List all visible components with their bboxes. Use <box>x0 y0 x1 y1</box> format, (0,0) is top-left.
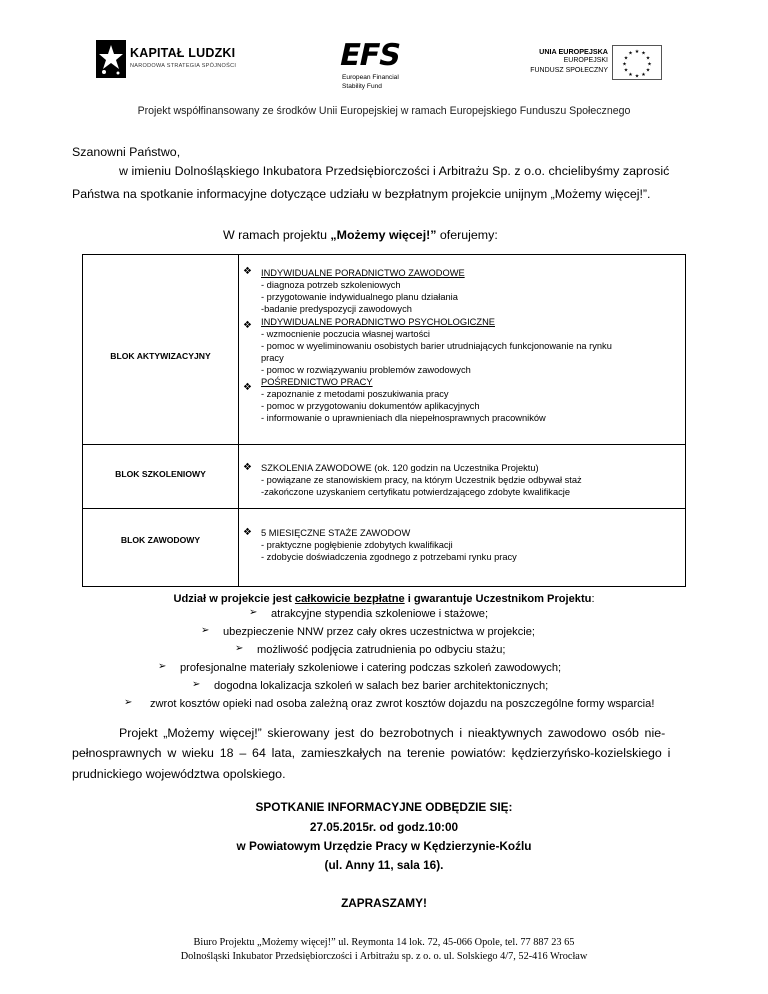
group-line: - wzmocnienie poczucia własnej wartości <box>261 329 430 339</box>
group-line: - pomoc w rozwiązywaniu problemów zawodowych <box>261 365 471 375</box>
arrow-bullet-icon: ➢ <box>235 643 244 654</box>
group-line: -badanie predyspozycji zawodowych <box>261 304 412 314</box>
svg-text:★: ★ <box>628 72 633 78</box>
kapital-ludzki-logo <box>96 40 256 80</box>
intro-line-2: Państwa na spotkanie informacyjne dotyczące udziału w bezpłatnym projekcie unijnym „Możemy więcej!”. <box>72 187 651 201</box>
svg-text:★: ★ <box>645 67 651 74</box>
target-line-1: Projekt „Możemy więcej!” skierowany jest do bezrobotnych i nieaktywnych zawodowo osób nie- <box>119 726 666 740</box>
kapital-ludzki-title: KAPITAŁ LUDZKI <box>130 46 236 60</box>
group-line: - przygotowanie indywidualnego planu działania <box>261 292 458 302</box>
group-line: -zakończone uzyskaniem certyfikatu potwierdzającego zdobyte kwalifikacje <box>261 487 571 497</box>
svg-text:★: ★ <box>628 50 633 57</box>
block-name-activation: BLOK AKTYWIZACYJNY <box>110 351 211 361</box>
footer-line-1: Biuro Projektu „Możemy więcej!” ul. Reymonta 14 lok. 72, 45-066 Opole, tel. 77 887 23 65 <box>193 937 575 948</box>
svg-text:★: ★ <box>622 61 627 68</box>
benefit-item: możliwość podjęcia zatrudnienia po odbyciu stażu; <box>257 644 506 656</box>
free-highlight: całkowicie bezpłatne <box>294 593 405 605</box>
group-line: - zapoznanie z metodami poszukiwania pracy <box>261 389 449 399</box>
benefit-item: ubezpieczenie NNW przez cały okres uczestnictwa w projekcie; <box>223 626 535 638</box>
offer-table <box>82 254 686 587</box>
diamond-bullet-icon: ❖ <box>243 462 252 473</box>
eu-line2: EUROPEJSKI <box>563 57 608 64</box>
cofinancing-note: Projekt współfinansowany ze środków Unii Europejskiej w ramach Europejskiego Funduszu Społecznego <box>137 105 631 117</box>
intro-line-1: w imieniu Dolnośląskiego Inkubatora Przedsiębiorczości i Arbitrażu Sp. z o.o. chcielibyśmy zaprosić <box>119 164 670 178</box>
group-title: SZKOLENIA ZAWODOWE (ok. 120 godzin na Uczestnika Projektu) <box>261 463 539 473</box>
benefit-item: zwrot kosztów opieki nad osoba zależną oraz zwrot kosztów dojazdu na poszczególne formy wsparcia! <box>150 698 655 710</box>
svg-text:★: ★ <box>623 55 629 62</box>
diamond-bullet-icon: ❖ <box>243 266 252 277</box>
eu-flag-icon <box>612 45 662 80</box>
invite: ZAPRASZAMY! <box>341 896 427 910</box>
group-line: - informowanie o uprawnieniach dla niepełnosprawnych pracowników <box>261 413 546 423</box>
arrow-bullet-icon: ➢ <box>201 625 210 636</box>
svg-text:★: ★ <box>645 55 651 62</box>
benefit-item: dogodna lokalizacja szkoleń w salach bez barier architektonicznych; <box>214 680 549 692</box>
efs-line2: Stability Fund <box>342 83 382 90</box>
benefit-item: profesjonalne materiały szkoleniowe i catering podczas szkoleń zawodowych; <box>180 662 562 674</box>
target-line-3: prudnickiego województwa opolskiego. <box>72 767 286 781</box>
diamond-bullet-icon: ❖ <box>243 527 252 538</box>
diamond-bullet-icon: ❖ <box>243 382 252 393</box>
svg-text:★: ★ <box>634 49 640 55</box>
group-line: - diagnoza potrzeb szkoleniowych <box>261 280 401 290</box>
group-line: - powiązane ze stanowiskiem pracy, na którym Uczestnik będzie odbywał staż <box>261 475 582 485</box>
block-name-vocational: BLOK ZAWODOWY <box>120 535 201 545</box>
eu-logo <box>512 45 662 85</box>
meeting-address: (ul. Anny 11, sala 16). <box>324 858 444 872</box>
group-title: INDYWIDUALNE PORADNICTWO PSYCHOLOGICZNE <box>261 317 495 327</box>
block-name-training: BLOK SZKOLENIOWY <box>115 469 206 479</box>
meeting-place: w Powiatowym Urzędzie Pracy w Kędzierzynie-Koźlu <box>236 839 532 853</box>
svg-text:★: ★ <box>647 61 652 68</box>
target-line-2: pełnosprawnych w wieku 18 – 64 lata, zamieszkałych na terenie powiatów: kędzierzyńsko-kozielskiego i <box>72 746 671 760</box>
greeting: Szanowni Państwo, <box>72 145 181 159</box>
kapital-ludzki-star-icon <box>96 40 126 78</box>
svg-text:★: ★ <box>634 73 640 80</box>
benefits-intro: Udział w projekcie jest całkowicie bezpłatne i gwarantuje Uczestnikom Projektu: <box>173 593 595 605</box>
arrow-bullet-icon: ➢ <box>192 679 201 690</box>
group-line: pracy <box>261 353 284 363</box>
eu-line3: FUNDUSZ SPOŁECZNY <box>530 67 608 74</box>
arrow-bullet-icon: ➢ <box>249 607 258 618</box>
svg-text:★: ★ <box>623 67 629 74</box>
group-title: INDYWIDUALNE PORADNICTWO ZAWODOWE <box>261 268 465 278</box>
meeting-date: 27.05.2015r. od godz.10:00 <box>309 820 459 834</box>
efs-logo <box>336 38 436 96</box>
diamond-bullet-icon: ❖ <box>243 320 252 331</box>
eu-line1: UNIA EUROPEJSKA <box>539 47 608 56</box>
group-line: - pomoc w przygotowaniu dokumentów aplikacyjnych <box>261 401 480 411</box>
svg-text:★: ★ <box>641 72 646 78</box>
meeting-title: SPOTKANIE INFORMACYJNE ODBĘDZIE SIĘ: <box>255 800 513 814</box>
efs-line1: European Financial <box>342 74 399 81</box>
group-title: 5 MIESIĘCZNE STAŻE ZAWODOW <box>261 528 411 538</box>
arrow-bullet-icon: ➢ <box>158 661 167 672</box>
group-line: - zdobycie doświadczenia zgodnego z potrzebami rynku pracy <box>261 552 517 562</box>
offer-project-name: „Możemy więcej!” <box>330 228 437 242</box>
benefit-item: atrakcyjne stypendia szkoleniowe i stażowe; <box>271 608 489 620</box>
group-line: - pomoc w wyeliminowaniu osobistych barier utrudniających funkcjonowanie na rynku <box>261 341 612 351</box>
arrow-bullet-icon: ➢ <box>124 697 133 708</box>
svg-text:★: ★ <box>641 50 646 57</box>
efs-mark: EFS <box>336 38 404 73</box>
kapital-ludzki-subtitle: NARODOWA STRATEGIA SPÓJNOŚCI <box>130 63 237 69</box>
group-title: POŚREDNICTWO PRACY <box>261 377 373 387</box>
footer-line-2: Dolnośląski Inkubator Przedsiębiorczości i Arbitrażu sp. z o. o. ul. Solskiego 4/7, 52-416 Wrocław <box>180 951 588 962</box>
offer-heading: W ramach projektu „Możemy więcej!” oferujemy: <box>223 228 498 242</box>
group-line: - praktyczne pogłębienie zdobytych kwalifikacji <box>261 540 453 550</box>
